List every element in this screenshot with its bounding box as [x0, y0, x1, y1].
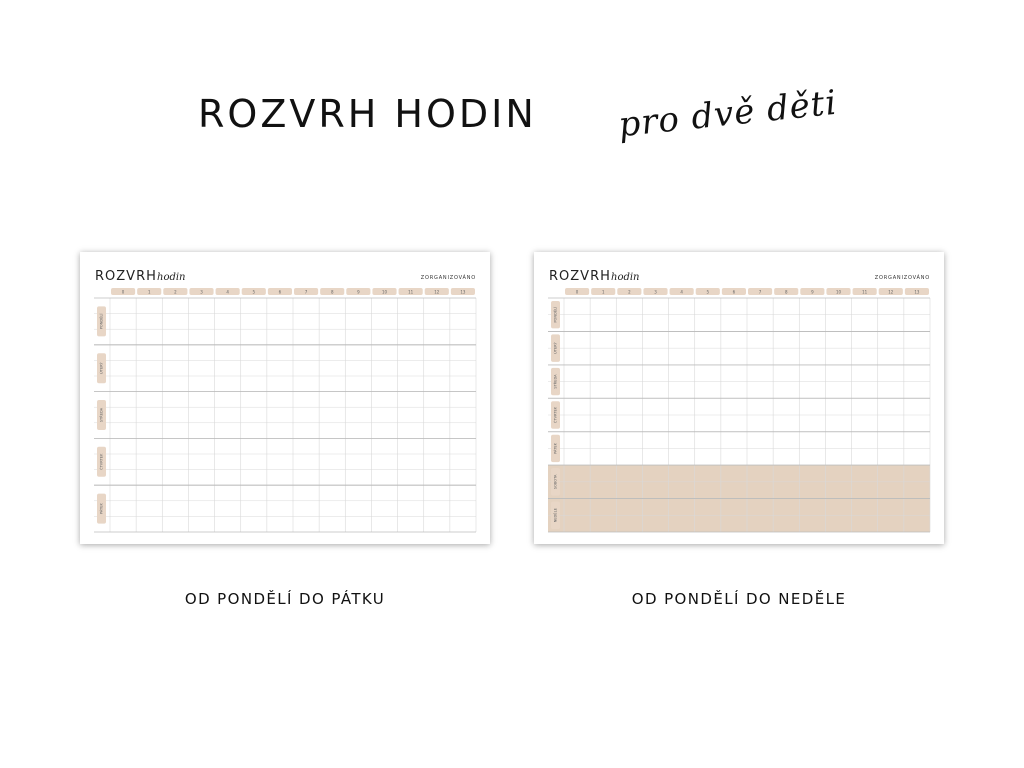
day-label: ÚTERÝ [553, 342, 558, 354]
hour-header-label: 0 [575, 289, 579, 295]
hour-header-label: 2 [628, 289, 631, 295]
timetable-preview-full-week [534, 252, 944, 544]
hour-header-label: 6 [732, 289, 736, 295]
day-label: PÁTEK [99, 503, 104, 515]
card-title-script: hodin [611, 272, 640, 283]
hour-header-label: 7 [304, 289, 308, 295]
page-header [0, 80, 1024, 160]
card-title-script: hodin [157, 272, 186, 283]
hour-header-label: 3 [200, 289, 203, 295]
caption-weekdays: OD PONDĚLÍ DO PÁTKU [184, 590, 386, 608]
hour-header-label: 5 [252, 289, 256, 295]
hour-header-label: 13 [460, 289, 466, 295]
hour-header-label: 1 [147, 289, 151, 295]
hour-header-label: 12 [888, 289, 894, 295]
hour-header-label: 8 [784, 289, 788, 295]
hour-header-label: 9 [811, 289, 814, 295]
timetable-svg [534, 252, 944, 544]
hour-header-label: 12 [434, 289, 440, 295]
hour-header-label: 10 [835, 289, 842, 295]
day-label: NEDĚLE [553, 508, 558, 523]
day-label: PÁTEK [553, 442, 558, 454]
timetable-svg [80, 252, 490, 544]
card-title: ROZVRH [95, 269, 157, 284]
hour-header-label: 8 [330, 289, 334, 295]
day-label: ČTVRTEK [553, 406, 558, 424]
day-label: ÚTERÝ [99, 362, 104, 374]
page-subtitle-script: pro dvě děti [616, 82, 840, 146]
hour-header-label: 9 [357, 289, 360, 295]
caption-full-week: OD PONDĚLÍ DO NEDĚLE [631, 590, 847, 608]
timetable-preview-weekdays [80, 252, 490, 544]
hour-header-label: 7 [758, 289, 762, 295]
hour-header-label: 13 [914, 289, 920, 295]
hour-header-label: 4 [680, 289, 683, 295]
day-label: PONDĚLÍ [553, 306, 558, 323]
hour-header-label: 2 [174, 289, 177, 295]
brand-label: ZORGANIZOVÁNO [420, 275, 476, 281]
hour-header-label: 11 [862, 289, 868, 295]
hour-header-label: 5 [706, 289, 710, 295]
hour-header-label: 11 [408, 289, 414, 295]
brand-label: ZORGANIZOVÁNO [874, 275, 930, 281]
hour-header-label: 0 [121, 289, 125, 295]
day-label: ČTVRTEK [99, 453, 104, 470]
hour-header-label: 6 [278, 289, 282, 295]
hour-header-label: 10 [381, 289, 388, 295]
hour-header-label: 3 [654, 289, 657, 295]
hour-header-label: 4 [226, 289, 229, 295]
hour-header-label: 1 [601, 289, 605, 295]
card-title: ROZVRH [549, 269, 611, 284]
day-label: SOBOTA [553, 474, 558, 490]
day-label: STŘEDA [99, 407, 104, 423]
page-title: ROZVRH HODIN [198, 92, 537, 136]
day-label: PONDĚLÍ [99, 313, 104, 330]
day-label: STŘEDA [553, 374, 558, 389]
